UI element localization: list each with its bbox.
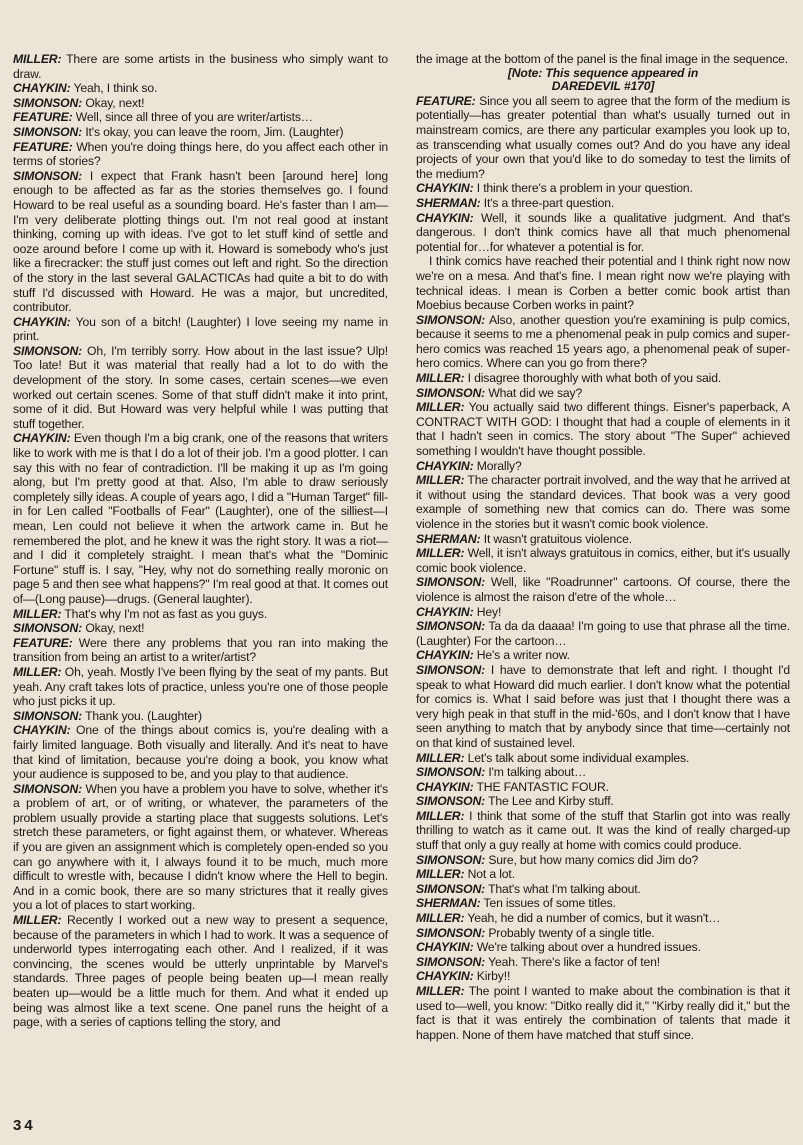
speech-text: It's okay, you can leave the room, Jim. (Laughter) [82,124,344,139]
speaker-label: MILLER: [416,984,465,998]
speaker-label: CHAYKIN: [13,723,71,738]
interview-paragraph [13,431,388,606]
interview-paragraph [416,940,790,955]
speaker-label: SIMONSON: [13,781,83,796]
interview-paragraph [416,663,790,751]
interview-paragraph [13,709,388,724]
interview-paragraph [416,809,790,853]
speech-text: Well, it isn't always gratuitous in comics, either, but it's usually comic book violence. [416,546,790,575]
page-number: 34 [13,1117,36,1134]
speaker-label: MILLER: [13,606,62,621]
speech-text: Also, another question you're examining is pulp comics, because it seems to me a phenomenal peak in pulp comics and super-hero comics was reached 15 years ago, a phenomenal peak of super-hero comics. Where can you go from there? [416,312,790,371]
speech-text: The character portrait involved, and the way that he arrived at it without using the standard devices. That book was a very good example of something new that comics can do. There was some violence in the stories but it wasn't comic book violence. [416,473,790,531]
speech-text: It's a three-part question. [480,195,615,210]
interview-paragraph [13,621,388,636]
interview-paragraph [416,794,790,809]
left-column [13,52,388,1030]
speech-text: It wasn't gratuitous violence. [480,531,632,546]
interview-paragraph [13,665,388,709]
speaker-label: MILLER: [416,911,465,926]
interview-paragraph [416,575,790,604]
speaker-label: MILLER: [13,664,62,679]
interview-paragraph [416,371,790,386]
interview-paragraph [416,648,790,663]
speaker-label: SHERMAN: [416,195,481,210]
speaker-label: SIMONSON: [416,765,486,780]
speech-text: I think comics have reached their potential and I think right now now we're on a mesa. And that's fine. I mean right now we're playing with technical ideas. I mean is Corben a better comic book artist than Moebius because Corben works in paint? [416,254,790,313]
speech-text: Since you all seem to agree that the form of the medium is potentially—has greater potential than what's usually turned out in mainstream comics, are there any particular examples you look up to, as transcending what usually comes out? And do you have any ideal projects of your own that you'd like to do someday to test the limits of the medium? [416,93,790,181]
speech-text: I expect that Frank hasn't been [around here] long enough to be affected as far as the stories themselves go. I found Howard to be real useful as a sounding board. He's faster than I am—I'm very deliberate plotting things out. I'm not real good at instant thinking, coming up with ideas. I've got to let stuff kind of settle and ooze around before I come up with it. Howard is somebody who's just like a firecracker: the stuff just comes out left and right. So the direction of the story in the last several GALACTICAs had quite a bit to do with stuff I'd discussed with Howard. He was a major, but uncredited, contributor. [13,168,388,315]
speaker-label: CHAYKIN: [416,648,474,663]
speaker-label: CHAYKIN: [416,969,474,984]
speech-text: Well, it sounds like a qualitative judgment. And that's dangerous. I don't think comics have all that much phenomenal potential for…for whatever a potential is for. [416,210,790,254]
speaker-label: SIMONSON: [416,954,486,969]
interview-paragraph [416,459,790,474]
speaker-label: MILLER: [416,371,465,386]
speech-text: Hey! [473,604,502,619]
interview-paragraph [416,313,790,371]
speaker-label: MILLER: [416,867,465,882]
speaker-label: SIMONSON: [13,95,83,110]
speaker-label: CHAYKIN: [416,940,474,955]
speaker-label: SIMONSON: [13,168,83,183]
interview-paragraph [13,125,388,140]
interview-paragraph [13,81,388,96]
speaker-label: SIMONSON: [416,925,486,940]
speaker-label: CHAYKIN: [416,210,474,225]
speaker-label: SIMONSON: [416,852,486,867]
speech-text: Okay, next! [82,621,145,636]
speaker-label: SIMONSON: [13,343,83,358]
speech-text: What did we say? [485,385,583,400]
speaker-label: MILLER: [416,546,465,561]
interview-paragraph [416,911,790,926]
speech-text: Probably twenty of a single title. [485,925,655,940]
speaker-label: MILLER: [416,473,465,488]
interview-paragraph [416,780,790,795]
interview-paragraph [416,254,790,312]
interview-paragraph [416,853,790,868]
speaker-label: SIMONSON: [416,794,486,809]
speech-text: Ta da da daaaa! I'm going to use that phrase all the time. (Laughter) For the cartoon… [416,619,790,648]
interview-paragraph [13,723,388,781]
speaker-label: CHAYKIN: [416,604,474,619]
speech-text: That's what I'm talking about. [485,881,641,896]
speech-text: He's a writer now. [473,648,570,663]
speaker-label: CHAYKIN: [13,81,71,96]
interview-paragraph [416,882,790,897]
speech-text: Morally? [473,458,522,473]
speaker-label: SIMONSON: [416,662,486,677]
speech-text: I'm talking about… [485,765,587,780]
interview-paragraph [416,605,790,620]
speech-text: Yeah. There's like a factor of ten! [485,954,660,969]
interview-paragraph [13,607,388,622]
interview-paragraph [13,110,388,125]
interview-paragraph [416,867,790,882]
speaker-label: FEATURE: [13,139,73,154]
interview-paragraph [416,94,790,182]
interview-paragraph [13,169,388,315]
interview-paragraph [416,955,790,970]
speaker-label: FEATURE: [13,635,73,650]
speaker-label: MILLER: [416,808,465,823]
interview-paragraph [416,181,790,196]
right-column-intro: the image at the bottom of the panel is the final image in the sequence. [416,52,788,66]
interview-paragraph [416,211,790,255]
speech-text: Thank you. (Laughter) [82,708,202,723]
speaker-label: SIMONSON: [13,124,83,139]
right-column-body [416,94,790,1043]
interview-paragraph [416,386,790,401]
speech-text: The Lee and Kirby stuff. [485,794,614,809]
interview-paragraph [416,896,790,911]
speech-text: Okay, next! [82,95,145,110]
speech-text: Kirby!! [473,969,511,984]
speech-text: Yeah, I think so. [70,81,158,96]
interview-paragraph [13,315,388,344]
speech-text: Sure, but how many comics did Jim do? [485,852,699,867]
speech-text: Well, since all three of you are writer/artists… [72,110,313,125]
speaker-label: FEATURE: [13,110,73,125]
interview-paragraph [13,344,388,432]
speech-text: Even though I'm a big crank, one of the reasons that writers like to work with me is that I do a lot of their job. I'm a good plotter. I can say this with no fear of contradiction. I'll be making it up as I'm going along, but I'm pretty good at that. Also, I'm able to draw seriously completely silly ideas. A couple of years ago, I did a "Human Target" fill-in for Len called "Footballs of Fear" (Laughter), one of the silliest—I mean, Len could not believe it when the artwork came in. But he remembered the plot, and he knew it was the right story. It was a riot—and I did it completely straight. I mean that's what the "Dominic Fortune" stuff is. I say, "Hey, why not do something really moronic on page 5 and then see what happens?" I'm real good at that. It comes out of—(Long pause)—drugs. (General laughter). [13,431,388,606]
speaker-label: SIMONSON: [416,575,486,590]
speech-text: I disagree thoroughly with what both of you said. [464,371,722,386]
speech-text: Ten issues of some titles. [480,896,616,911]
speaker-label: MILLER: [416,750,465,765]
speaker-label: CHAYKIN: [416,458,474,473]
editor-note-line-2: DAREDEVIL #170] [551,79,655,94]
speech-text: You actually said two different things. Eisner's paperback, A CONTRACT WITH GOD: I thought that had a couple of elements in it that I hadn't seen in comics. The story about "The Super" achieved something I wouldn't have thought possible. [416,400,790,459]
speaker-label: CHAYKIN: [416,181,474,196]
speaker-label: SHERMAN: [416,896,481,911]
speech-text: Oh, yeah. Mostly I've been flying by the seat of my pants. But yeah. Any craft takes lots of practice, unless you're one of those people who just picks it up. [13,664,388,709]
speaker-label: MILLER: [416,400,465,415]
speaker-label: CHAYKIN: [13,431,71,446]
speaker-label: FEATURE: [416,93,476,108]
speaker-label: MILLER: [13,913,62,928]
speech-text: Were there any problems that you ran into making the transition from being an artist to a writer/artist? [13,635,388,665]
right-column [416,52,790,1042]
speaker-label: SIMONSON: [416,385,486,400]
interview-paragraph [416,984,790,1042]
speaker-label: SIMONSON: [13,621,83,636]
interview-paragraph [13,140,388,169]
speaker-label: MILLER: [13,52,62,66]
speech-text: Well, like "Roadrunner" cartoons. Of course, there the violence is almost the raison d'etre of the whole… [416,575,790,604]
speech-text: Oh, I'm terribly sorry. How about in the last issue? Ulp! Too late! But it was material that really had a lot to do with the development of the story. In some cases, certain scenes—we even worked out certain scenes. Some of that stuff didn't make it into print, some of it did. But Howard was very helpful while I was putting that stuff together. [13,343,388,431]
interview-paragraph [13,52,388,81]
speech-text: I have to demonstrate that left and right. I thought I'd speak to what Howard did much earlier. I don't know what the potential for comics is. What I said before was just that I thought there was a very high peak in that stuff in the mid-'60s, and I don't know that I have seen anything to match that by anybody since that time—certainly not on that kind of sustained level. [416,662,790,750]
interview-paragraph [416,546,790,575]
interview-paragraph [416,532,790,547]
speaker-label: SIMONSON: [13,708,83,723]
interview-paragraph [416,196,790,211]
speaker-label: SIMONSON: [416,881,486,896]
interview-paragraph [416,969,790,984]
interview-paragraph [13,636,388,665]
interview-paragraph [13,913,388,1030]
speech-text: There are some artists in the business who simply want to draw. [13,52,388,81]
interview-paragraph [13,782,388,913]
speech-text: Let's talk about some individual examples. [464,750,690,765]
speech-text: We're talking about over a hundred issues. [473,940,701,955]
interview-paragraph [416,751,790,766]
interview-paragraph [416,926,790,941]
speech-text: I think that some of the stuff that Starlin got into was really thrilling to watch as it came out. It was the kind of really charged-up stuff that only a guy really at home with comics could produce. [416,808,790,853]
speech-text: Recently I worked out a new way to present a sequence, because of the parameters in which I had to work. It was a sequence of underworld types interrogating each other. And I realized, if it was convincing, the scenes would be utterly unprintable by Marvel's standards. Three pages of people being beaten up—I mean really beaten up—would be a little much for them. And what it ended up being was almost like a text scene. One panel runs the height of a page, with a series of captions telling the story, and [13,913,388,1030]
speaker-label: SIMONSON: [416,312,486,327]
speech-text: One of the things about comics is, you're dealing with a fairly limited language. Both visually and literally. And it's neat to have that kind of limitation, because you're doing a book, you know what your audience is supposed to be, and you play to that audience. [13,723,388,782]
interview-paragraph [416,765,790,780]
interview-paragraph [416,473,790,531]
interview-paragraph [13,96,388,111]
speaker-label: CHAYKIN: [13,314,71,329]
interview-paragraph [416,400,790,458]
speaker-label: SIMONSON: [416,619,486,634]
speech-text: You son of a bitch! (Laughter) I love seeing my name in print. [13,314,388,344]
speech-text: That's why I'm not as fast as you guys. [61,606,268,621]
interview-paragraph [416,619,790,648]
speech-text: Yeah, he did a number of comics, but it wasn't… [464,911,721,926]
speech-text: THE FANTASTIC FOUR. [473,779,609,794]
speech-text: Not a lot. [464,867,515,882]
speech-text: The point I wanted to make about the combination is that it used to—well, you know: "Ditko really did it," "Kirby really did it," but the fact is that it was entirely the combination of talents that made it happen. None of them have matched that stuff since. [416,984,790,1042]
speech-text: When you have a problem you have to solve, whether it's a problem of art, or of writing, or whatever, the parameters of the problem usually provide a starting place that suggests solutions. Let's stretch these parameters, or fight against them, or whatever. Whereas if you are given an assignment which is completely open-ended so you can go anywhere with it, I always found it to be much, much more difficult to wrestle with, because I didn't know where the Hell to begin. And in a comic book, there are so many strictures that it really gives you a lot of places to start working. [13,781,388,913]
speaker-label: SHERMAN: [416,531,481,546]
speaker-label: CHAYKIN: [416,779,474,794]
speech-text: I think there's a problem in your question. [473,181,693,196]
editor-note-line-1: [Note: This sequence appeared in [507,65,699,80]
speech-text: When you're doing things here, do you affect each other in terms of stories? [13,139,388,169]
